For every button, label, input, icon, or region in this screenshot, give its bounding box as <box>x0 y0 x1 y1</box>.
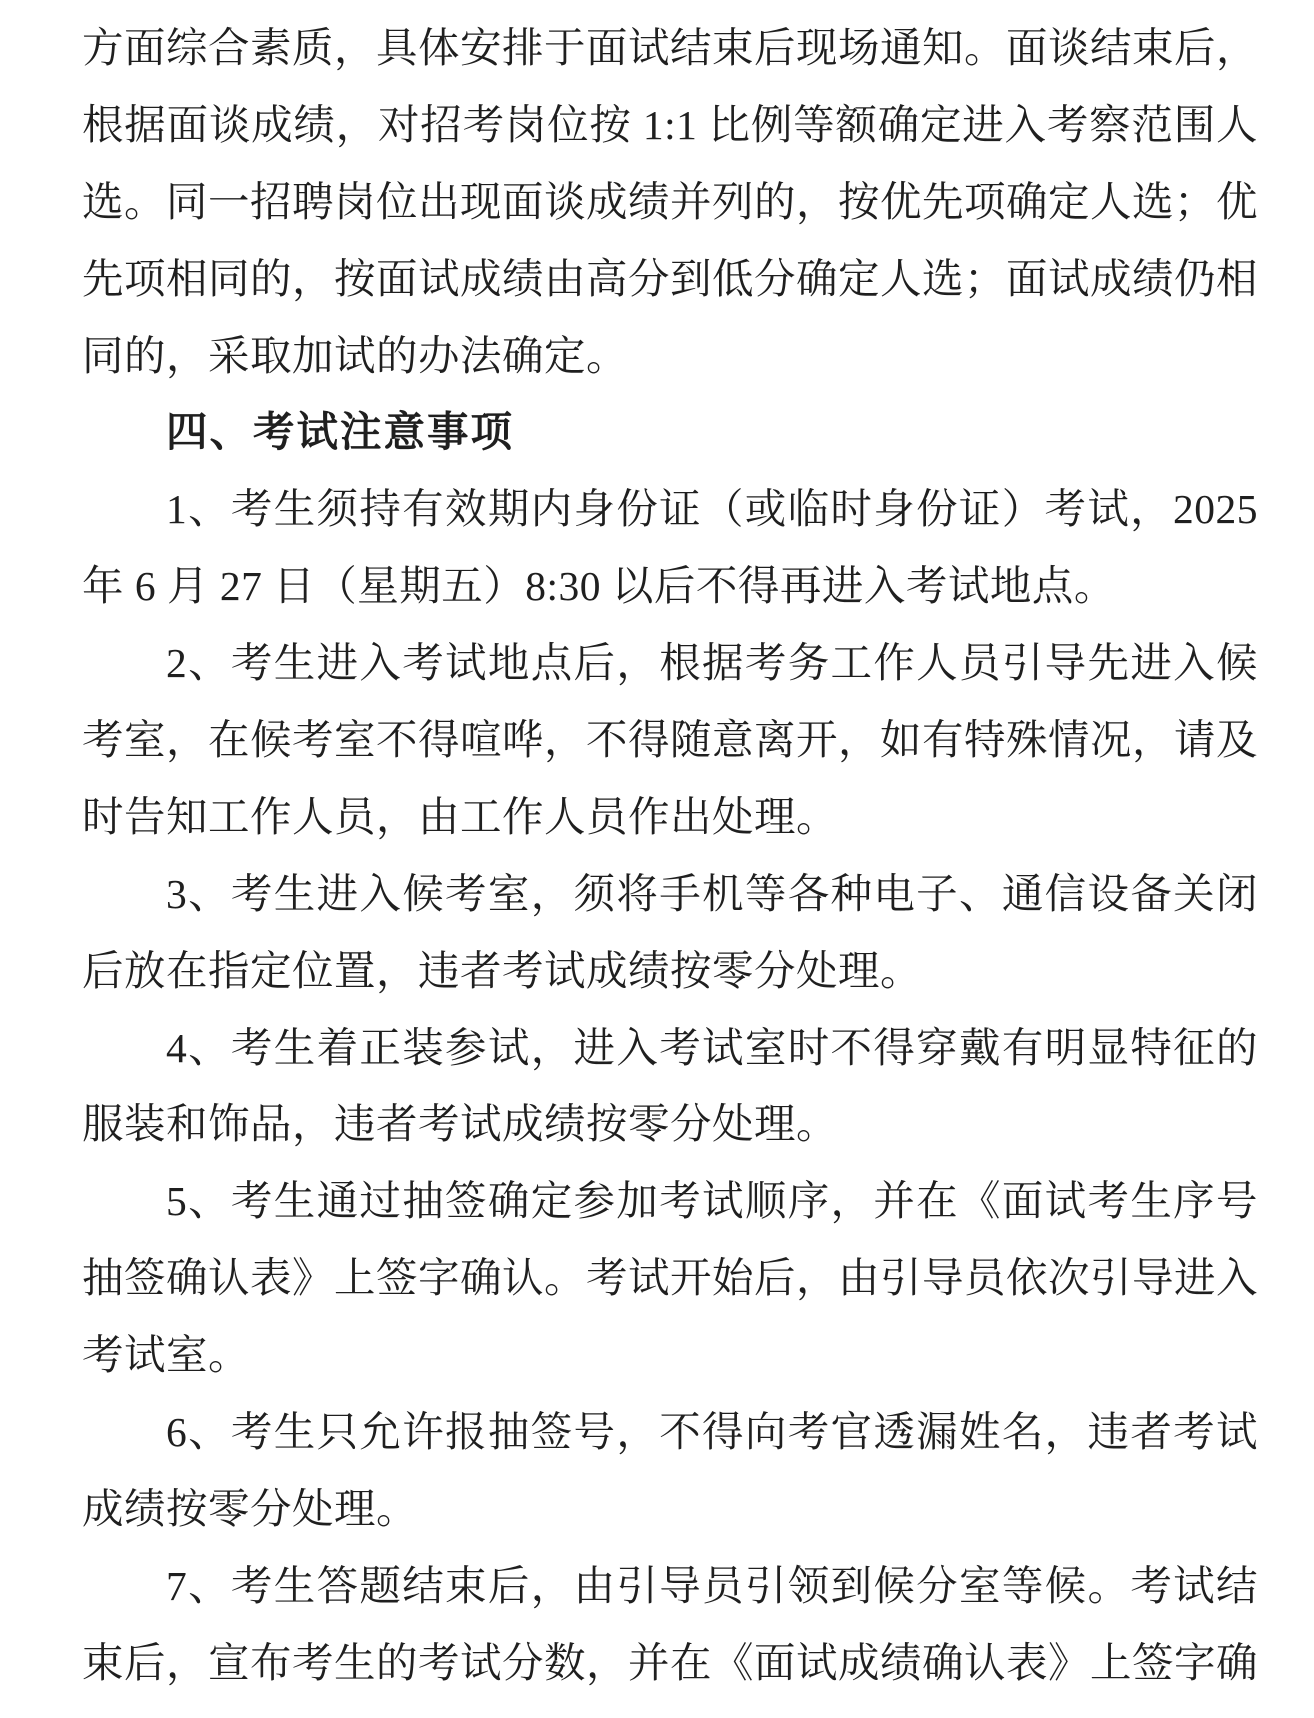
text-line: 2、考生进入考试地点后，根据考务工作人员引导先进入候 <box>166 640 1258 687</box>
text-line: 6、考生只允许报抽签号，不得向考官透漏姓名，违者考试 <box>166 1409 1258 1456</box>
text-line: 后放在指定位置，违者考试成绩按零分处理。 <box>82 947 923 994</box>
section-heading: 四、考试注意事项 <box>166 408 515 456</box>
text-line: 年 6 月 27 日（星期五）8:30 以后不得再进入考试地点。 <box>82 563 1116 610</box>
text-line: 服装和饰品，违者考试成绩按零分处理。 <box>82 1101 839 1148</box>
text-line: 抽签确认表》上签字确认。考试开始后，由引导员依次引导进入 <box>82 1255 1259 1302</box>
text-line: 同的，采取加试的办法确定。 <box>82 332 629 379</box>
text-line: 7、考生答题结束后，由引导员引领到候分室等候。考试结 <box>166 1562 1258 1609</box>
text-line: 时告知工作人员，由工作人员作出处理。 <box>82 793 839 840</box>
text-line: 1、考生须持有效期内身份证（或临时身份证）考试，2025 <box>166 486 1258 533</box>
text-line: 选。同一招聘岗位出现面谈成绩并列的，按优先项确定人选；优 <box>82 178 1259 225</box>
text-line: 束后，宣布考生的考试分数，并在《面试成绩确认表》上签字确 <box>82 1639 1259 1686</box>
text-line: 考试室。 <box>82 1332 251 1379</box>
text-line: 先项相同的，按面试成绩由高分到低分确定人选；面试成绩仍相 <box>82 255 1259 302</box>
text-line: 5、考生通过抽签确定参加考试顺序，并在《面试考生序号 <box>166 1178 1258 1225</box>
text-line: 考室，在候考室不得喧哗，不得随意离开，如有特殊情况，请及 <box>82 717 1259 764</box>
text-line: 根据面谈成绩，对招考岗位按 1:1 比例等额确定进入考察范围人 <box>82 101 1258 148</box>
text-line: 方面综合素质，具体安排于面试结束后现场通知。面谈结束后， <box>82 25 1259 71</box>
text-line: 3、考生进入候考室，须将手机等各种电子、通信设备关闭 <box>166 870 1258 917</box>
text-lines <box>82 10 1258 1702</box>
text-line: 成绩按零分处理。 <box>82 1485 419 1532</box>
text-line: 4、考生着正装参试，进入考试室时不得穿戴有明显特征的 <box>166 1024 1258 1071</box>
